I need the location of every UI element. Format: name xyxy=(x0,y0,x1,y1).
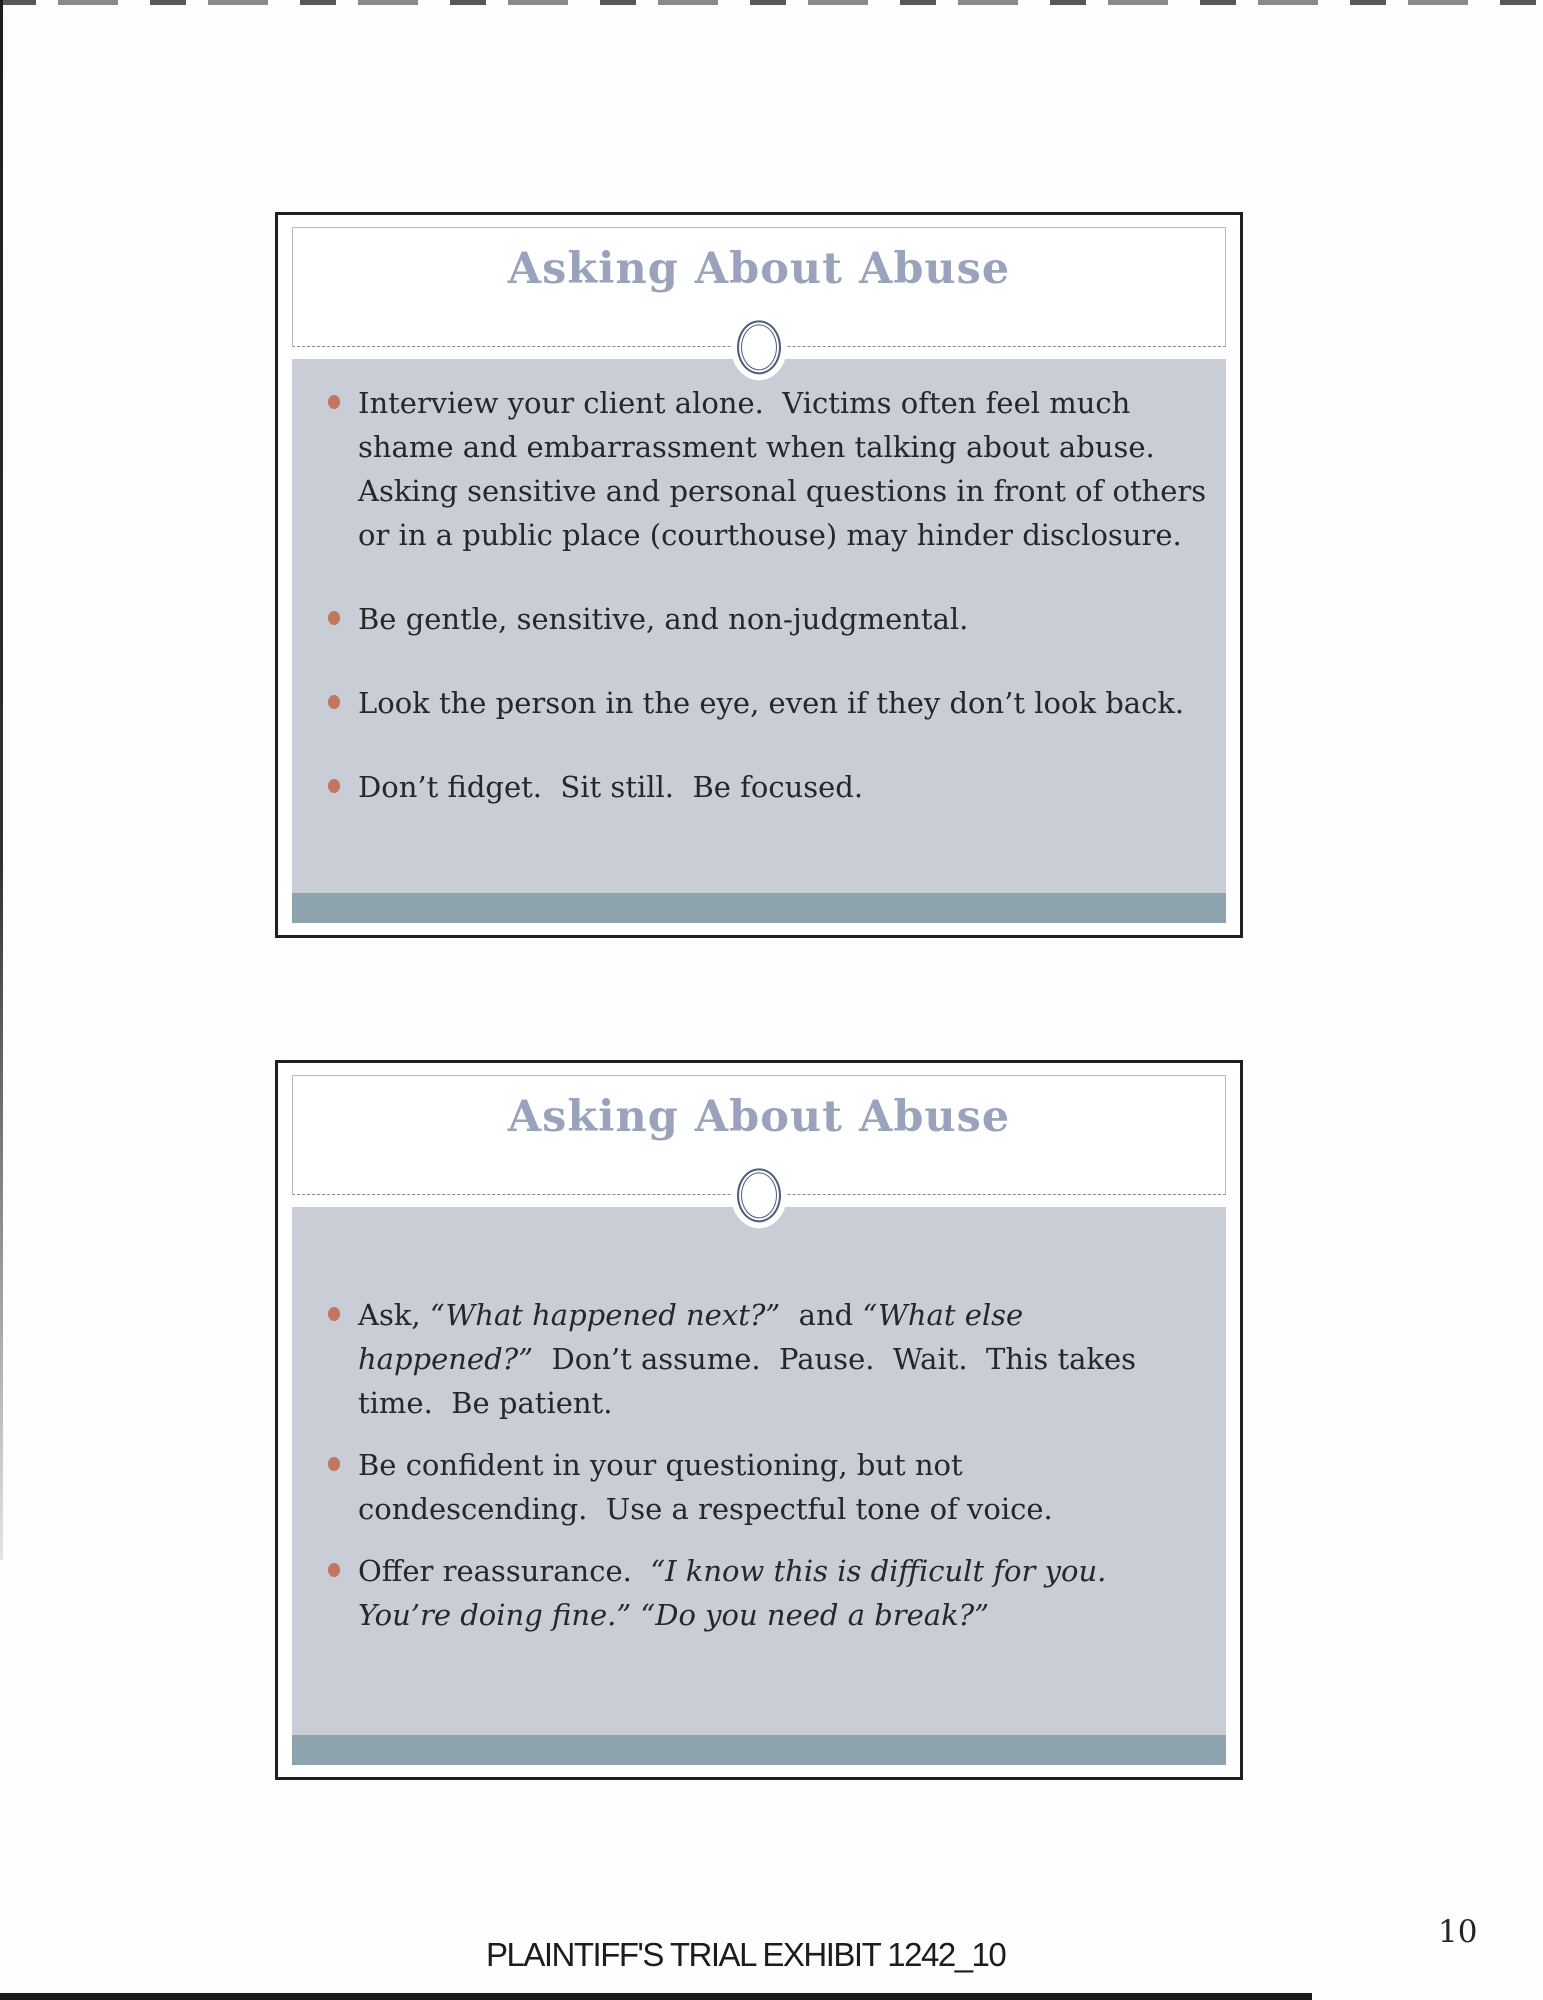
bullet-item xyxy=(328,681,1202,725)
bullet-item xyxy=(328,1293,1202,1425)
slide-1-title: Asking About Abuse xyxy=(507,244,1011,294)
scan-artifact-bottom-edge xyxy=(0,1993,1312,2000)
ornament-inner-ring xyxy=(741,1172,777,1218)
bullet-text xyxy=(358,765,863,809)
bullet-marker xyxy=(328,1563,340,1577)
slide-2-title-box xyxy=(292,1075,1226,1195)
slide-1-content-area xyxy=(292,359,1226,923)
double-ring-circle-icon xyxy=(731,1162,787,1228)
bullet-text xyxy=(358,381,1206,557)
bullet-run: condescending. Use a respectful tone of voice. xyxy=(358,1492,1053,1526)
bullet-item xyxy=(328,381,1207,557)
bullet-marker xyxy=(328,611,340,625)
bullet-marker xyxy=(328,695,340,709)
double-ring-circle-icon xyxy=(731,314,787,380)
ornament-inner-ring xyxy=(741,324,777,370)
slide-1-bullet-list xyxy=(292,359,1226,809)
bullet-run: Ask, xyxy=(358,1298,430,1332)
bullet-run: or in a public place (courthouse) may hinder disclosure. xyxy=(358,518,1182,552)
ornament-outer-ring xyxy=(737,1168,781,1222)
bullet-run-italic: happened?” xyxy=(358,1342,534,1376)
bullet-run-italic: “I know this is difficult for you. xyxy=(650,1554,1107,1588)
slide-1-title-box xyxy=(292,227,1226,347)
bullet-run: Interview your client alone. Victims often feel much xyxy=(358,386,1131,420)
bullet-marker xyxy=(328,1307,340,1321)
bullet-run: Be confident in your questioning, but not xyxy=(358,1448,963,1482)
scan-artifact-left-edge xyxy=(0,0,3,1560)
bullet-run: Look the person in the eye, even if they don’t look back. xyxy=(358,686,1185,720)
bullet-run: Asking sensitive and personal questions in front of others xyxy=(358,474,1207,508)
bullet-run-italic: You’re doing fine.” “Do you need a break?” xyxy=(358,1598,990,1632)
bullet-run: Don’t assume. Pause. Wait. This takes xyxy=(533,1342,1137,1376)
bullet-item xyxy=(328,765,1202,809)
scan-artifact-top-edge xyxy=(0,0,1543,5)
bullet-run: shame and embarrassment when talking about abuse. xyxy=(358,430,1155,464)
bullet-text xyxy=(358,1549,1106,1637)
bullet-marker xyxy=(328,395,340,409)
ornament-outer-ring xyxy=(737,320,781,374)
bullet-text xyxy=(358,1443,1053,1531)
bullet-text xyxy=(358,681,1184,725)
slide-1 xyxy=(275,212,1243,938)
bullet-run: and xyxy=(780,1298,863,1332)
bullet-marker xyxy=(328,779,340,793)
bullet-run-italic: “What else xyxy=(862,1298,1024,1332)
slide-2-bullet-list xyxy=(292,1207,1226,1637)
bullet-run: Be gentle, sensitive, and non-judgmental. xyxy=(358,602,969,636)
bullet-text xyxy=(358,1293,1136,1425)
slide-2-content-area xyxy=(292,1207,1226,1765)
bullet-run: Offer reassurance. xyxy=(358,1554,651,1588)
exhibit-stamp-label: PLAINTIFF'S TRIAL EXHIBIT 1242_10 xyxy=(486,1936,1006,1973)
bullet-item xyxy=(328,597,1202,641)
slide-2 xyxy=(275,1060,1243,1780)
slide-1-accent-bar xyxy=(292,893,1226,923)
bullet-marker xyxy=(328,1457,340,1471)
bullet-item xyxy=(328,1549,1202,1637)
slide-2-accent-bar xyxy=(292,1735,1226,1765)
bullet-run: time. Be patient. xyxy=(358,1386,613,1420)
slide-2-title: Asking About Abuse xyxy=(507,1092,1011,1142)
bullet-item xyxy=(328,1443,1202,1531)
bullet-run-italic: “What happened next?” xyxy=(429,1298,781,1332)
page-number: 10 xyxy=(1438,1914,1478,1950)
bullet-text xyxy=(358,597,968,641)
bullet-run: Don’t fidget. Sit still. Be focused. xyxy=(358,770,864,804)
